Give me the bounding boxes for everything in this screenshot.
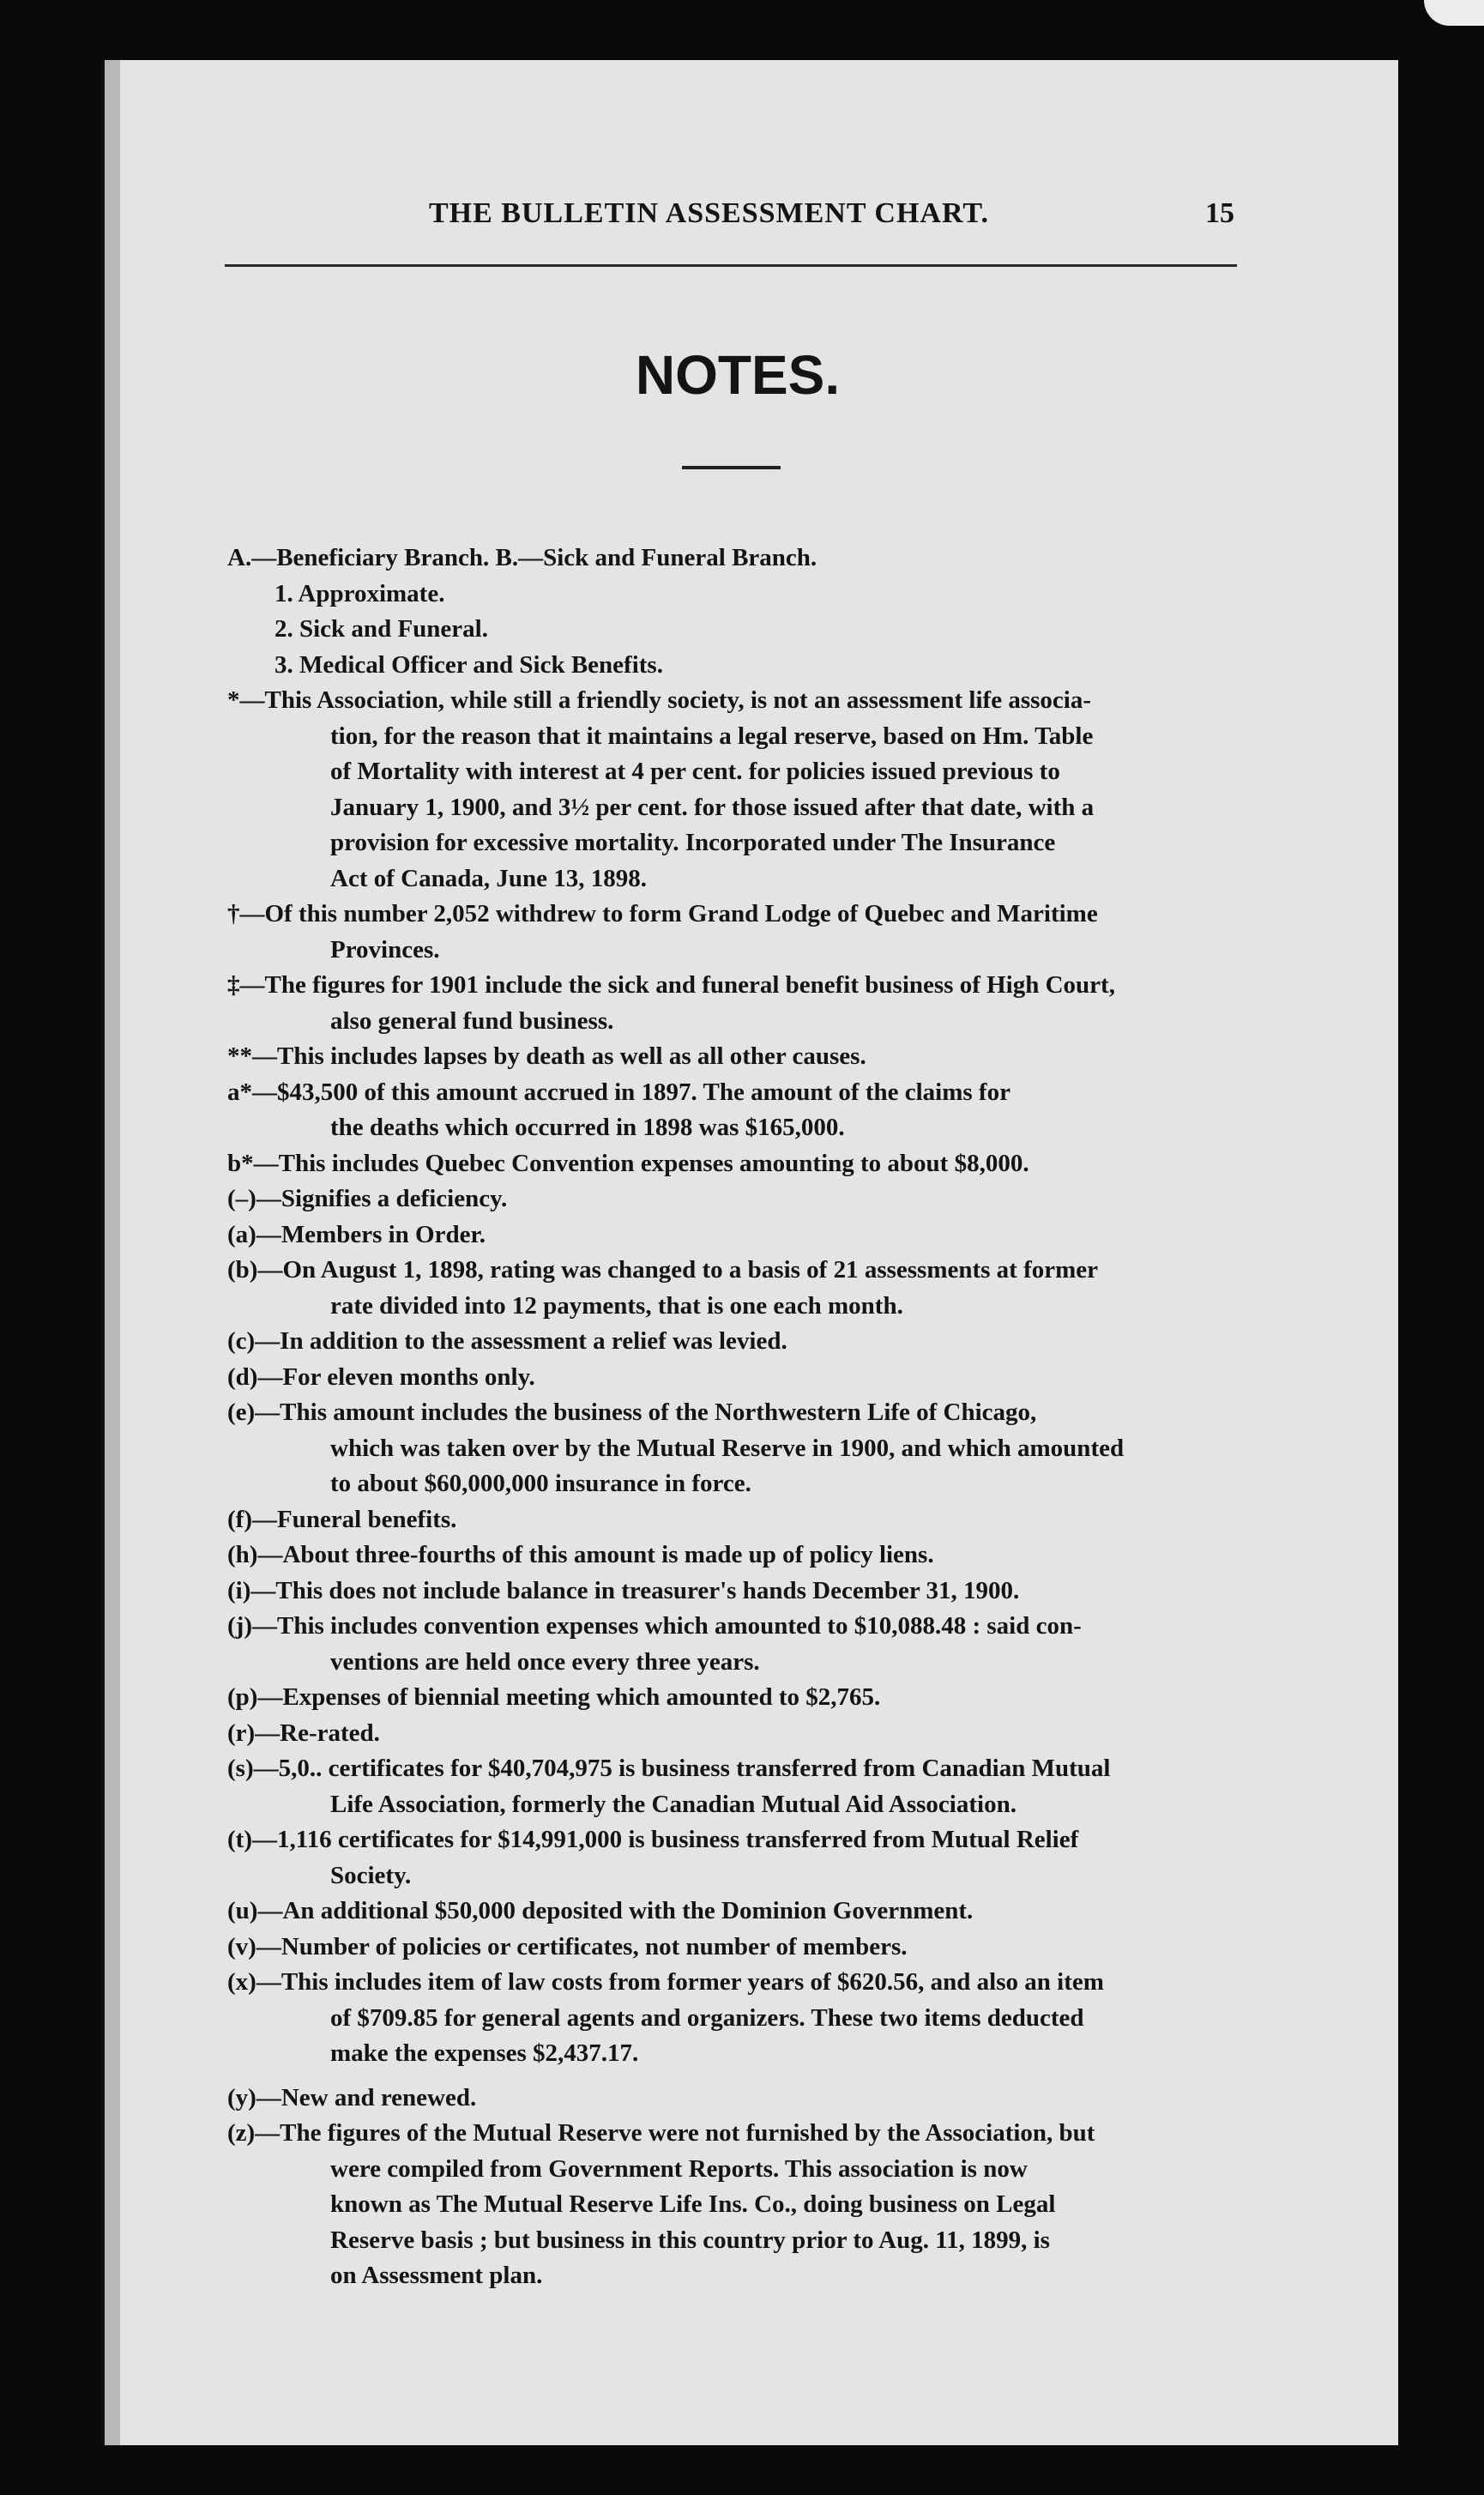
note-line: (z)—The figures of the Mutual Reserve were not furnished by the Association, but xyxy=(227,2119,1095,2147)
page-corner-fragment xyxy=(1424,0,1484,26)
note-line: (–)—Signifies a deficiency. xyxy=(227,1185,508,1212)
note-line: (p)—Expenses of biennial meeting which amounted to $2,765. xyxy=(227,1683,881,1711)
note-line: the deaths which occurred in 1898 was $165,000. xyxy=(330,1114,845,1141)
note-line: (t)—1,116 certificates for $14,991,000 is business transferred from Mutual Relief xyxy=(227,1826,1079,1853)
note-line: (c)—In addition to the assessment a relief was levied. xyxy=(227,1327,787,1355)
header-title: THE BULLETIN ASSESSMENT CHART. xyxy=(429,197,989,229)
note-line: rate divided into 12 payments, that is one each month. xyxy=(330,1291,903,1320)
note-line: Society. xyxy=(330,1861,412,1889)
note-line: (u)—An additional $50,000 deposited with the Dominion Government. xyxy=(227,1897,974,1924)
note-line: (h)—About three-fourths of this amount is made up of policy liens. xyxy=(227,1541,934,1568)
note-line: 3. Medical Officer and Sick Benefits. xyxy=(274,650,663,679)
running-header xyxy=(120,197,1398,249)
note-line: of Mortality with interest at 4 per cent. for policies issued previous to xyxy=(330,758,1060,785)
notes-heading: NOTES. xyxy=(635,344,841,406)
note-line: b*—This includes Quebec Convention expenses amounting to about $8,000. xyxy=(227,1149,1029,1177)
note-line: *—This Association, while still a friendly society, is not an assessment life associa- xyxy=(227,686,1091,714)
note-line: (r)—Re-rated. xyxy=(227,1719,380,1747)
note-line: (f)—Funeral benefits. xyxy=(227,1505,457,1533)
note-line: make the expenses $2,437.17. xyxy=(330,2039,639,2067)
note-line: a*—$43,500 of this amount accrued in 1897. The amount of the claims for xyxy=(227,1078,1010,1106)
note-line: 2. Sick and Funeral. xyxy=(274,615,488,643)
note-line: †—Of this number 2,052 withdrew to form Grand Lodge of Quebec and Maritime xyxy=(227,900,1098,927)
note-line: were compiled from Government Reports. This association is now xyxy=(330,2154,1028,2183)
note-line: A.—Beneficiary Branch. B.—Sick and Funeral Branch. xyxy=(227,544,817,571)
page-number: 15 xyxy=(1205,197,1234,229)
notes-list xyxy=(227,541,1257,2294)
note-line: (y)—New and renewed. xyxy=(227,2083,477,2111)
note-line: provision for excessive mortality. Incorporated under The Insurance xyxy=(330,829,1056,856)
note-line: (j)—This includes convention expenses which amounted to $10,088.48 : said con- xyxy=(227,1612,1082,1640)
note-line: (x)—This includes item of law costs from former years of $620.56, and also an item xyxy=(227,1968,1104,1996)
note-line: on Assessment plan. xyxy=(330,2262,543,2289)
note-line: Reserve basis ; but business in this country prior to Aug. 11, 1899, is xyxy=(330,2226,1050,2254)
header-rule xyxy=(225,264,1237,267)
note-line: (d)—For eleven months only. xyxy=(227,1362,535,1391)
note-line: 1. Approximate. xyxy=(274,579,445,607)
note-line: (a)—Members in Order. xyxy=(227,1220,486,1248)
note-line: (b)—On August 1, 1898, rating was changed to a basis of 21 assessments at former xyxy=(227,1256,1099,1284)
heading-rule xyxy=(682,466,781,469)
note-line: tion, for the reason that it maintains a legal reserve, based on Hm. Table xyxy=(330,722,1094,750)
note-line: (i)—This does not include balance in treasurer's hands December 31, 1900. xyxy=(227,1576,1020,1604)
note-line: known as The Mutual Reserve Life Ins. Co., doing business on Legal xyxy=(330,2190,1056,2218)
note-line: (v)—Number of policies or certificates, not number of members. xyxy=(227,1932,908,1960)
note-line: ‡—The figures for 1901 include the sick and funeral benefit business of High Court, xyxy=(227,971,1115,999)
note-line: which was taken over by the Mutual Reserve in 1900, and which amounted xyxy=(330,1434,1125,1462)
note-line: (s)—5,0.. certificates for $40,704,975 is business transferred from Canadian Mutual xyxy=(227,1755,1111,1782)
document-page xyxy=(120,60,1398,2445)
note-line: (e)—This amount includes the business of the Northwestern Life of Chicago, xyxy=(227,1399,1037,1426)
note-line: Provinces. xyxy=(330,935,440,964)
note-line: Act of Canada, June 13, 1898. xyxy=(330,864,647,892)
note-line: ventions are held once every three years. xyxy=(330,1647,760,1676)
note-line: January 1, 1900, and 3½ per cent. for those issued after that date, with a xyxy=(330,793,1095,821)
note-line: also general fund business. xyxy=(330,1006,614,1035)
note-line: **—This includes lapses by death as well as all other causes. xyxy=(227,1042,866,1070)
note-line: of $709.85 for general agents and organizers. These two items deducted xyxy=(330,2003,1084,2032)
note-line: to about $60,000,000 insurance in force. xyxy=(330,1470,751,1497)
note-line: Life Association, formerly the Canadian Mutual Aid Association. xyxy=(330,1790,1016,1818)
